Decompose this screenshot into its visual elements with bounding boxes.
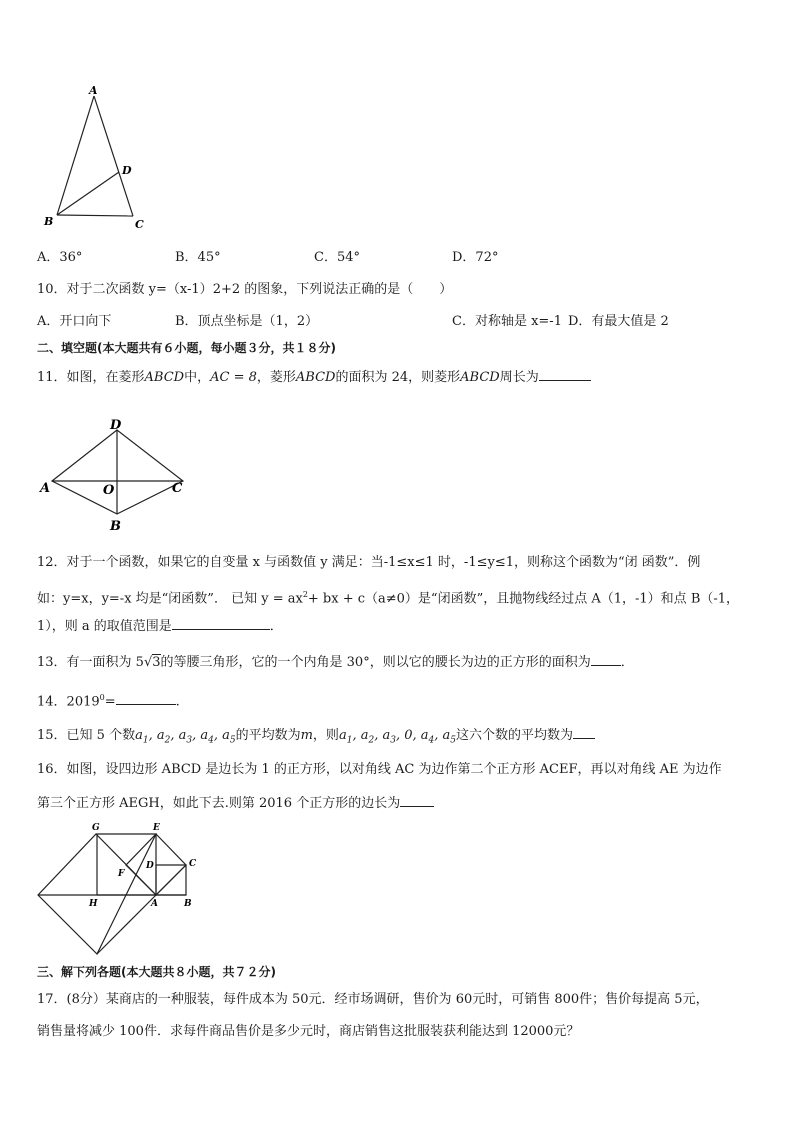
q15-stem [37, 724, 595, 751]
label-b: B [110, 519, 121, 534]
q13-c: ． [620, 655, 634, 670]
q10-stem-b: 2+2 的图象，下列说法正确的是（ ） [212, 282, 453, 297]
segment-a-lower [97, 895, 156, 954]
q15-d: 这六个数的平均数为 [455, 728, 573, 743]
q12-l2a: 如：y=x，y=-x 均是“闭函数”． 已知 y = ax [37, 591, 303, 607]
label-o: O [103, 483, 115, 498]
q16-l2: 第三个正方形 AEGH，如此下去.则第 2016 个正方形的边长为 [37, 796, 401, 811]
q15-sequence-1: $a_1$, $a_2$, $a_3$, $a_4$, $a_5$ [135, 728, 236, 746]
q16-line-1: 16．如图，设四边形 ABCD 是边长为 1 的正方形，以对角线 AC 为边作第二个正方形 ACEF，再以对角线 AE 为边作 [37, 762, 722, 777]
q11-math-1: ABCD [144, 370, 185, 385]
label-h: H [89, 899, 98, 909]
triangle-figure [35, 82, 165, 232]
q9-option-b[interactable]: B．45° [175, 250, 221, 265]
q16-line-2 [37, 792, 434, 814]
q14-answer-blank[interactable] [116, 690, 176, 705]
q10-option-b[interactable]: B．顶点坐标是（1，2） [175, 314, 319, 329]
label-c: C [172, 481, 183, 496]
q12-line-3 [37, 615, 283, 637]
q11-p1: 11．如图，在菱形 [37, 370, 145, 385]
q13-b: 的等腰三角形，它的一个内角是 30°，则以它的腰长为边的正方形的面积为 [160, 655, 591, 670]
q13-a: 13．有一面积为 5 [37, 655, 144, 670]
label-d: D [146, 861, 154, 871]
q15-answer-blank[interactable] [573, 724, 595, 739]
segment-ab [57, 96, 94, 215]
squares-figure [35, 818, 210, 960]
label-b: B [184, 899, 192, 909]
label-a: A [151, 899, 158, 909]
q17-line-1: 17．(8分）某商店的一种服装，每件成本为 50元．经市场调研，售价为 60元时，可销售 800件；售价每提高 5元， [37, 992, 709, 1007]
q11-math-2: AC = 8 [210, 370, 257, 385]
label-e: E [153, 823, 160, 833]
q13-stem [37, 651, 634, 673]
q12-exponent: 2 [302, 590, 308, 599]
segment-ac [94, 96, 133, 216]
segment-bd [57, 172, 119, 215]
q9-option-a[interactable]: A．36° [37, 250, 83, 265]
q14-a: 14．2019 [37, 694, 100, 710]
q11-p4: 的面积为 24，则菱形 [335, 370, 461, 385]
q12-line-1: 12．对于一个函数，如果它的自变量 x 与函数值 y 满足：当-1≤x≤1 时，-1≤y≤1，则称这个函数为“闭 函数”．例 [37, 555, 701, 570]
q15-a: 15．已知 5 个数 [37, 728, 136, 743]
q11-answer-blank[interactable] [539, 366, 591, 381]
q17-line-2: 销售量将减少 100件．求每件商品售价是多少元时，商店销售这批服装获利能达到 12000元？ [37, 1024, 580, 1039]
q15-mean: m [300, 728, 313, 743]
label-a: A [40, 481, 51, 496]
q11-math-4: ABCD [460, 370, 500, 385]
q10-option-c[interactable]: C．对称轴是 x=-1 [452, 314, 562, 329]
q12-answer-blank[interactable] [172, 615, 270, 630]
label-c: C [189, 859, 197, 869]
section-3-heading: 三、解下列各题(本大题共８小题，共７２分) [37, 965, 276, 979]
q13-radicand: 3 [152, 655, 161, 670]
q11-stem [37, 366, 591, 388]
q10-option-a[interactable]: A．开口向下 [37, 314, 112, 329]
q9-option-c[interactable]: C．54° [314, 250, 360, 265]
label-g: G [92, 823, 100, 833]
q15-b: 的平均数为 [235, 728, 301, 743]
q14-stem [37, 688, 180, 712]
label-b: B [44, 215, 54, 228]
q11-math-3: ABCD [295, 370, 336, 385]
q10-stem [37, 280, 452, 300]
section-2-heading: 二、填空题(本大题共有６小题，每小题３分，共１８分) [37, 341, 336, 355]
q12-l3b: ． [269, 619, 283, 634]
rhombus-figure [38, 414, 193, 534]
q10-option-d[interactable]: D．有最大值是 2 [568, 314, 669, 329]
sqrt-sign: √ [143, 655, 153, 670]
label-f: F [118, 869, 125, 879]
label-d: D [122, 164, 132, 177]
q14-c: . [175, 694, 180, 710]
q13-answer-blank[interactable] [591, 651, 621, 666]
q16-answer-blank[interactable] [400, 792, 434, 807]
q12-line-2 [37, 585, 739, 609]
q14-b: = [104, 694, 116, 710]
q14-exponent: 0 [99, 693, 105, 702]
q15-sequence-2: $a_1$, $a_2$, $a_3$, 0, $a_4$, $a_5$ [338, 728, 456, 746]
q12-l2c: + bx + c（a≠0）是“闭函数”，且抛物线经过点 A（1，-1）和点 B（-1， [307, 591, 740, 607]
q10-stem-a: 10．对于二次函数 y=（x-1） [37, 282, 213, 297]
q11-p5: 周长为 [499, 370, 539, 385]
segment-ca [156, 865, 186, 895]
q9-option-d[interactable]: D．72° [452, 250, 499, 265]
label-c: C [135, 218, 144, 231]
label-d: D [110, 418, 122, 433]
q12-l3a: 1），则 a 的取值范围是 [37, 619, 172, 634]
label-a: A [89, 84, 98, 97]
q15-c: ，则 [312, 728, 339, 743]
q11-p3: ，菱形 [256, 370, 296, 385]
q11-p2: 中， [184, 370, 211, 385]
segment-bc [57, 215, 133, 216]
